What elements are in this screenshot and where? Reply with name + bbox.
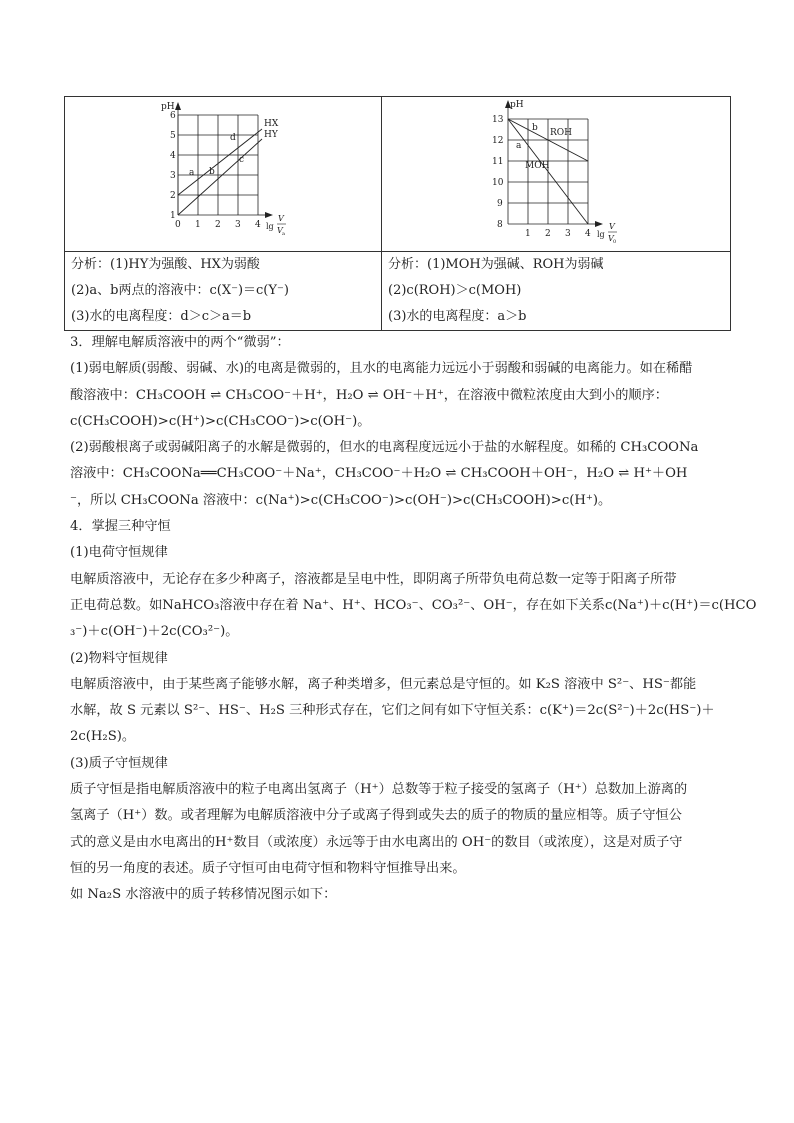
left-x-label-num: V: [278, 214, 284, 223]
paragraph-line: ⁻，所以 CH₃COONa 溶液中：c(Na⁺)>c(CH₃COO⁻)>c(OH⁻)>c(CH₃COOH)>c(H⁺)。: [70, 492, 612, 508]
right-x-tick: 3: [565, 229, 571, 239]
right-series-label-moh: MOH: [525, 161, 550, 171]
paragraph-line: (1)弱电解质(弱酸、弱碱、水)的电离是微弱的，且水的电离能力远远小于弱酸和弱碱的电离能力。如在稀醋: [70, 361, 693, 377]
paragraph-line: (2)弱酸根离子或弱碱阳离子的水解是微弱的，但水的电离程度远远小于盐的水解程度。如稀的 CH₃COONa: [70, 440, 699, 456]
right-x-tick: 1: [525, 229, 531, 239]
right-chart-cell: [382, 97, 731, 252]
paragraph-line: 电解质溶液中，由于某些离子能够水解，离子种类增多，但元素总是守恒的。如 K₂S 溶液中 S²⁻、HS⁻都能: [70, 676, 697, 692]
paragraph-line: 恒的另一角度的表述。质子守恒可由电荷守恒和物料守恒推导出来。: [70, 860, 466, 876]
paragraph-line: 电解质溶液中，无论存在多少种离子，溶液都是呈电中性，即阴离子所带负电荷总数一定等于阳离子所带: [70, 571, 677, 587]
left-series-label-hy: HY: [264, 130, 278, 140]
subsection-heading: (1)电荷守恒规律: [70, 545, 168, 561]
right-chart-grid: [508, 105, 598, 224]
right-x-tick: 4: [585, 229, 591, 239]
left-y-label: pH: [161, 102, 175, 112]
analysis-line: (3)水的电离程度：a＞b: [388, 309, 527, 324]
paragraph-line: 水解，故 S 元素以 S²⁻、HS⁻、H₂S 三种形式存在，它们之间有如下守恒关系：c(K⁺)＝2c(S²⁻)＋2c(HS⁻)＋: [70, 703, 715, 719]
right-y-tick: 9: [497, 199, 503, 209]
left-x-tick: 4: [255, 220, 261, 230]
left-point-c: c: [239, 155, 245, 165]
left-chart: [65, 97, 381, 247]
left-y-tick: 2: [170, 191, 176, 201]
analysis-line: 分析：(1)HY为强酸、HX为弱酸: [71, 257, 260, 272]
right-y-tick: 10: [492, 178, 504, 188]
left-x-label-den-sub: a: [282, 231, 285, 237]
right-point-b: b: [532, 123, 538, 133]
right-series-label-roh: ROH: [550, 128, 573, 138]
right-chart: [382, 97, 730, 247]
left-chart-grid: [178, 107, 268, 215]
paragraph-line: 酸溶液中：CH₃COOH ⇌ CH₃COO⁻＋H⁺，H₂O ⇌ OH⁻＋H⁺，在溶液中微粒浓度由大到小的顺序：: [70, 387, 668, 403]
left-x-tick: 2: [215, 220, 221, 230]
left-analysis: [65, 252, 382, 331]
paragraph-line: 如 Na₂S 水溶液中的质子转移情况图示如下：: [70, 887, 337, 903]
left-x-tick: 0: [175, 220, 181, 230]
left-x-tick: 1: [195, 220, 201, 230]
left-y-tick: 3: [170, 171, 176, 181]
analysis-line: (3)水的电离程度：d＞c＞a＝b: [71, 309, 252, 324]
left-y-tick: 5: [170, 131, 176, 141]
left-chart-cell: [65, 97, 382, 252]
paragraph-line: 氢离子（H⁺）数。或者理解为电解质溶液中分子或离子得到或失去的质子的物质的量应相等。质子守恒公: [70, 808, 682, 824]
section-heading: 3．理解电解质溶液中的两个“微弱”：: [70, 335, 290, 350]
left-point-a: a: [189, 168, 195, 178]
left-series-label-hx: HX: [264, 119, 279, 129]
subsection-heading: (3)质子守恒规律: [70, 755, 168, 771]
paragraph-line: 质子守恒是指电解质溶液中的粒子电离出氢离子（H⁺）总数等于粒子接受的氢离子（H⁺）总数加上游离的: [70, 782, 688, 798]
paragraph-line: 2c(H₂S)。: [70, 729, 136, 745]
paragraph-line: 正电荷总数。如NaHCO₃溶液中存在着 Na⁺、H⁺、HCO₃⁻、CO₃²⁻、OH⁻，存在如下关系c(Na⁺)＋c(H⁺)＝c(HCO: [70, 597, 757, 613]
paragraph-line: 溶液中：CH₃COONa══CH₃COO⁻＋Na⁺，CH₃COO⁻＋H₂O ⇌ CH₃COOH＋OH⁻，H₂O ⇌ H⁺＋OH: [70, 466, 688, 482]
right-y-tick: 13: [492, 115, 504, 125]
left-x-label-den: V: [277, 226, 283, 235]
left-y-tick: 4: [170, 151, 176, 161]
left-point-d: d: [230, 133, 236, 143]
left-point-b: b: [209, 167, 215, 177]
section-heading: 4．掌握三种守恒: [70, 519, 171, 535]
right-y-tick: 8: [497, 220, 503, 230]
paragraph-line: c(CH₃COOH)>c(H⁺)>c(CH₃COO⁻)>c(OH⁻)。: [70, 413, 371, 429]
paragraph-line: 式的意义是由水电离出的H⁺数目（或浓度）永远等于由水电离出的 OH⁻的数目（或浓度），这是对质子守: [70, 834, 683, 850]
right-x-label-den-sub: 0: [613, 239, 617, 245]
left-x-tick: 3: [235, 220, 241, 230]
analysis-line: (2)a、b两点的溶液中：c(X⁻)＝c(Y⁻): [71, 283, 289, 298]
right-y-label: pH: [510, 100, 524, 110]
right-analysis: [382, 252, 731, 331]
right-y-tick: 11: [492, 157, 504, 167]
document-body: [70, 330, 757, 909]
left-y-tick: 6: [170, 111, 176, 121]
right-x-tick: 2: [545, 229, 551, 239]
right-point-a: a: [516, 141, 522, 151]
analysis-line: (2)c(ROH)＞c(MOH): [388, 283, 522, 298]
subsection-heading: (2)物料守恒规律: [70, 650, 168, 666]
right-y-tick: 12: [492, 136, 504, 146]
right-x-label-lg: lg: [597, 230, 605, 239]
right-x-label-den: V: [608, 234, 614, 243]
paragraph-line: ₃⁻)＋c(OH⁻)＋2c(CO₃²⁻)。: [70, 624, 239, 640]
analysis-line: 分析：(1)MOH为强碱、ROH为弱碱: [388, 257, 604, 272]
right-x-label-num: V: [609, 222, 615, 231]
line-HX: [178, 129, 262, 195]
left-y-tick: 1: [170, 211, 176, 221]
left-x-label-lg: lg: [266, 222, 274, 231]
comparison-table: [64, 96, 731, 331]
